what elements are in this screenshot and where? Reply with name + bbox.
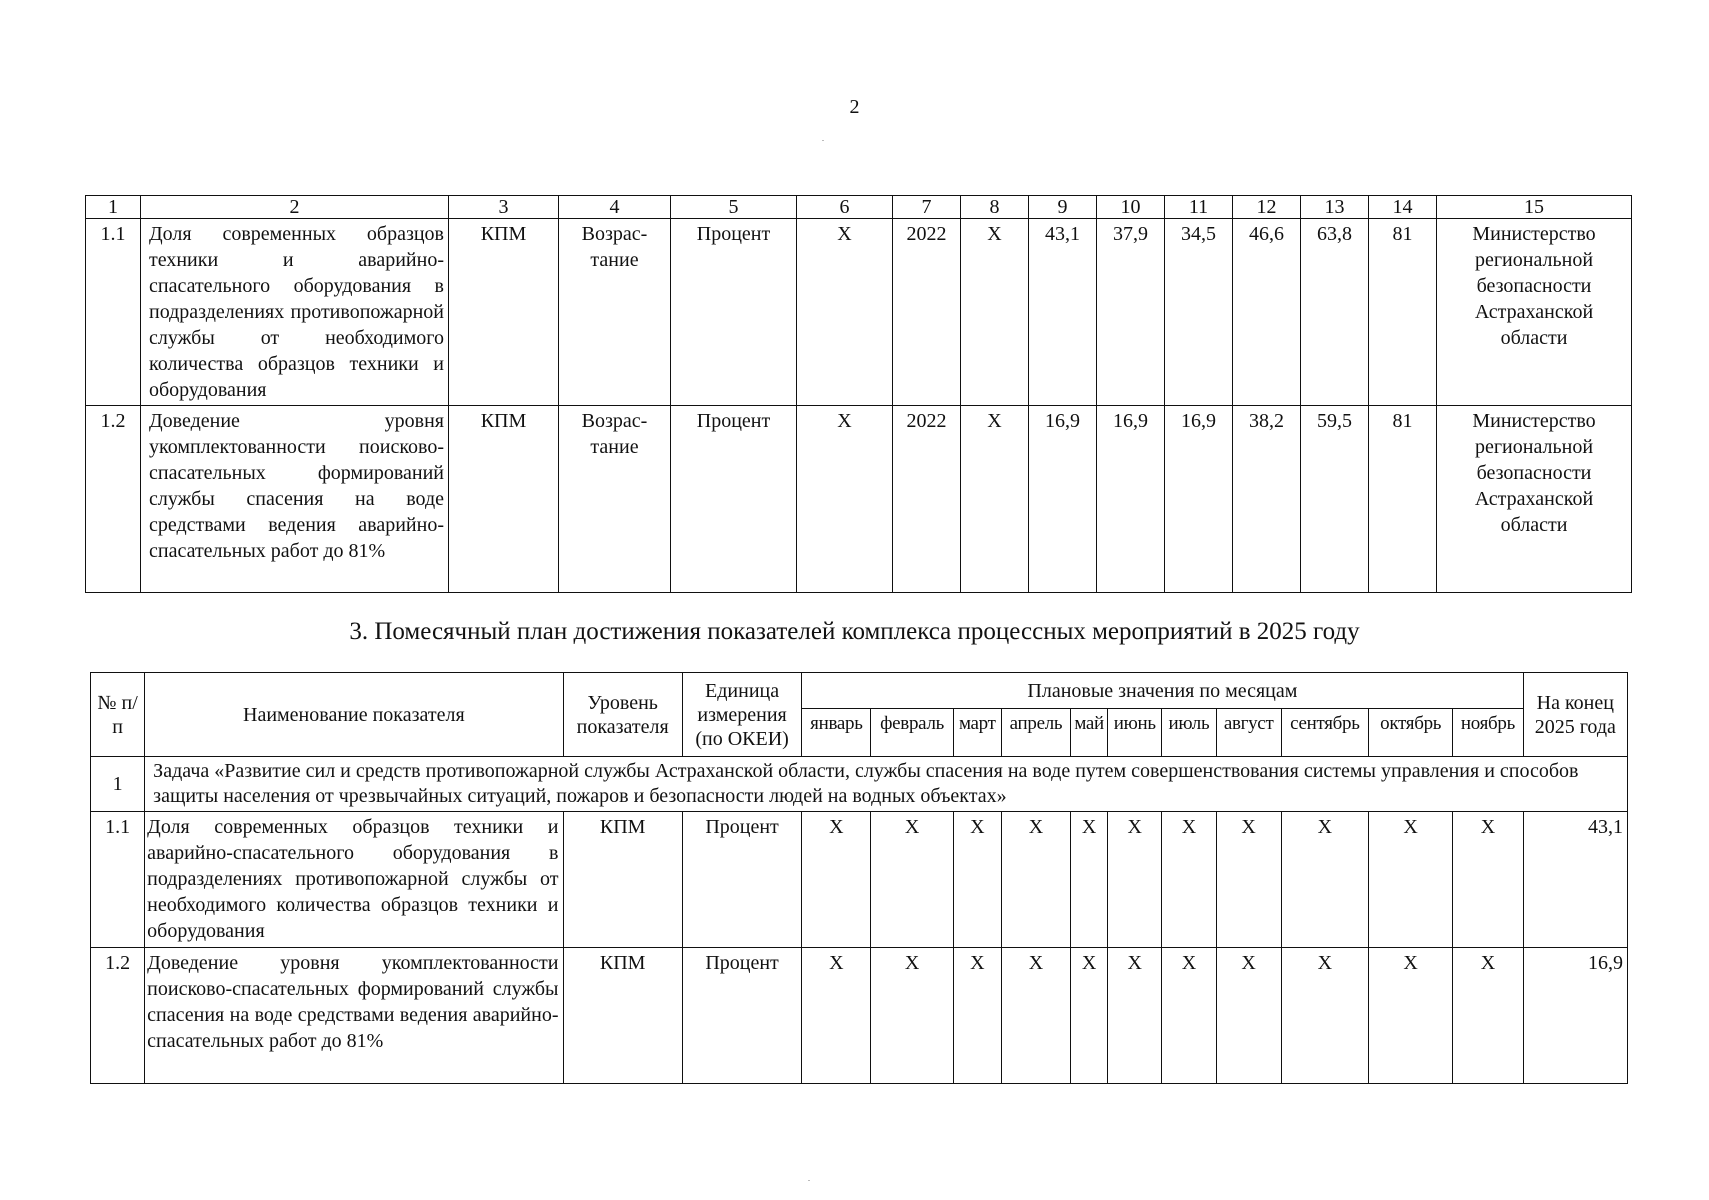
cell-value: Х [797, 406, 893, 593]
column-number: 5 [671, 196, 797, 219]
table-row [86, 406, 1632, 593]
month-header: май [1071, 709, 1108, 757]
month-header: февраль [871, 709, 953, 757]
column-number: 12 [1233, 196, 1301, 219]
indicator-name: Доля современных образцов техники и аварийно-спасательного оборудования в подразделениях противопожарной службы от необходимого количества образцов техники и оборудования [145, 812, 563, 948]
column-number: 11 [1165, 196, 1233, 219]
responsible-body: Министерство региональной безопасности Астраханской области [1437, 406, 1632, 593]
column-number: 2 [141, 196, 449, 219]
month-value: Х [1162, 812, 1216, 948]
cell-value: Х [961, 406, 1029, 593]
column-number: 9 [1029, 196, 1097, 219]
indicator-level: КПМ [449, 406, 559, 593]
indicator-level: КПМ [449, 219, 559, 406]
column-number: 3 [449, 196, 559, 219]
cell-value: 63,8 [1301, 219, 1369, 406]
indicators-table [85, 195, 1632, 593]
column-number: 4 [559, 196, 671, 219]
header-row [91, 673, 1628, 709]
cell-value: 81 [1369, 406, 1437, 593]
indicator-direction: Возрас-тание [559, 219, 671, 406]
end-of-year-value: 16,9 [1523, 948, 1627, 1084]
column-number: 15 [1437, 196, 1632, 219]
indicator-unit: Процент [671, 406, 797, 593]
month-header: март [953, 709, 1001, 757]
cell-value: 16,9 [1165, 406, 1233, 593]
indicator-unit: Процент [682, 948, 801, 1084]
month-value: Х [802, 948, 871, 1084]
base-year: 2022 [893, 219, 961, 406]
month-header: апрель [1001, 709, 1070, 757]
table-row [86, 219, 1632, 406]
page-number: 2 [849, 96, 860, 118]
indicator-unit: Процент [671, 219, 797, 406]
row-number: 1.2 [86, 406, 141, 593]
month-header: сентябрь [1281, 709, 1368, 757]
cell-value: 16,9 [1097, 406, 1165, 593]
column-number: 7 [893, 196, 961, 219]
cell-value: 34,5 [1165, 219, 1233, 406]
month-header: август [1216, 709, 1281, 757]
scan-speck [808, 1180, 810, 1181]
month-value: Х [1071, 948, 1108, 1084]
cell-value: Х [797, 219, 893, 406]
month-header: июль [1162, 709, 1216, 757]
end-of-year-value: 43,1 [1523, 812, 1627, 948]
header-end-of-year: На конец 2025 года [1523, 673, 1627, 757]
month-header: ноябрь [1453, 709, 1523, 757]
cell-value: 81 [1369, 219, 1437, 406]
cell-value: 38,2 [1233, 406, 1301, 593]
responsible-body: Министерство региональной безопасности Астраханской области [1437, 219, 1632, 406]
column-number: 13 [1301, 196, 1369, 219]
indicator-unit: Процент [682, 812, 801, 948]
table-row [91, 812, 1628, 948]
month-value: Х [1071, 812, 1108, 948]
header-planned-values: Плановые значения по месяцам [802, 673, 1523, 709]
row-number: 1.1 [86, 219, 141, 406]
monthly-plan-table [90, 672, 1628, 1084]
column-number: 1 [86, 196, 141, 219]
indicator-name: Доведение уровня укомплектованности поисково-спасательных формирований службы спасения на воде средствами ведения аварийно-спасательных работ до 81% [145, 948, 563, 1084]
header-num: № п/п [91, 673, 145, 757]
month-value: Х [871, 812, 953, 948]
month-value: Х [1453, 948, 1523, 1084]
month-header: октябрь [1369, 709, 1453, 757]
cell-value: Х [961, 219, 1029, 406]
month-value: Х [1453, 812, 1523, 948]
task-number: 1 [91, 757, 145, 812]
month-value: Х [1216, 948, 1281, 1084]
month-header: июнь [1108, 709, 1162, 757]
indicator-level: КПМ [563, 812, 682, 948]
header-unit: Единица измерения (по ОКЕИ) [682, 673, 801, 757]
header-level: Уровень показателя [563, 673, 682, 757]
section-title: 3. Помесячный план достижения показателей комплекса процессных мероприятий в 2025 году [349, 618, 1360, 645]
column-number: 10 [1097, 196, 1165, 219]
month-value: Х [953, 812, 1001, 948]
header-name: Наименование показателя [145, 673, 563, 757]
column-number-row [86, 196, 1632, 219]
indicator-name: Доведение уровня укомплектованности поисково-спасательных формирований службы спасения на воде средствами ведения аварийно-спасательных работ до 81% [141, 406, 449, 593]
scan-speck [822, 140, 824, 141]
cell-value: 16,9 [1029, 406, 1097, 593]
base-year: 2022 [893, 406, 961, 593]
month-value: Х [1162, 948, 1216, 1084]
column-number: 6 [797, 196, 893, 219]
column-number: 14 [1369, 196, 1437, 219]
month-value: Х [1369, 812, 1453, 948]
cell-value: 37,9 [1097, 219, 1165, 406]
column-number: 8 [961, 196, 1029, 219]
month-value: Х [1281, 812, 1368, 948]
month-value: Х [953, 948, 1001, 1084]
task-row [91, 757, 1628, 812]
indicator-direction: Возрас-тание [559, 406, 671, 593]
cell-value: 46,6 [1233, 219, 1301, 406]
row-number: 1.1 [91, 812, 145, 948]
month-header: январь [802, 709, 871, 757]
indicator-level: КПМ [563, 948, 682, 1084]
month-value: Х [1281, 948, 1368, 1084]
month-value: Х [1001, 948, 1070, 1084]
table-row [91, 948, 1628, 1084]
row-number: 1.2 [91, 948, 145, 1084]
month-value: Х [1108, 948, 1162, 1084]
indicator-name: Доля современных образцов техники и аварийно-спасательного оборудования в подразделениях противопожарной службы от необходимого количества образцов техники и оборудования [141, 219, 449, 406]
month-value: Х [802, 812, 871, 948]
month-value: Х [1108, 812, 1162, 948]
cell-value: 59,5 [1301, 406, 1369, 593]
task-description: Задача «Развитие сил и средств противопожарной службы Астраханской области, службы спасения на воде путем совершенствования системы управления и способов защиты населения от чрезвычайных ситуаций, пожаров и безопасности людей на водных объектах» [145, 757, 1628, 812]
month-value: Х [871, 948, 953, 1084]
month-value: Х [1369, 948, 1453, 1084]
cell-value: 43,1 [1029, 219, 1097, 406]
month-value: Х [1216, 812, 1281, 948]
month-value: Х [1001, 812, 1070, 948]
